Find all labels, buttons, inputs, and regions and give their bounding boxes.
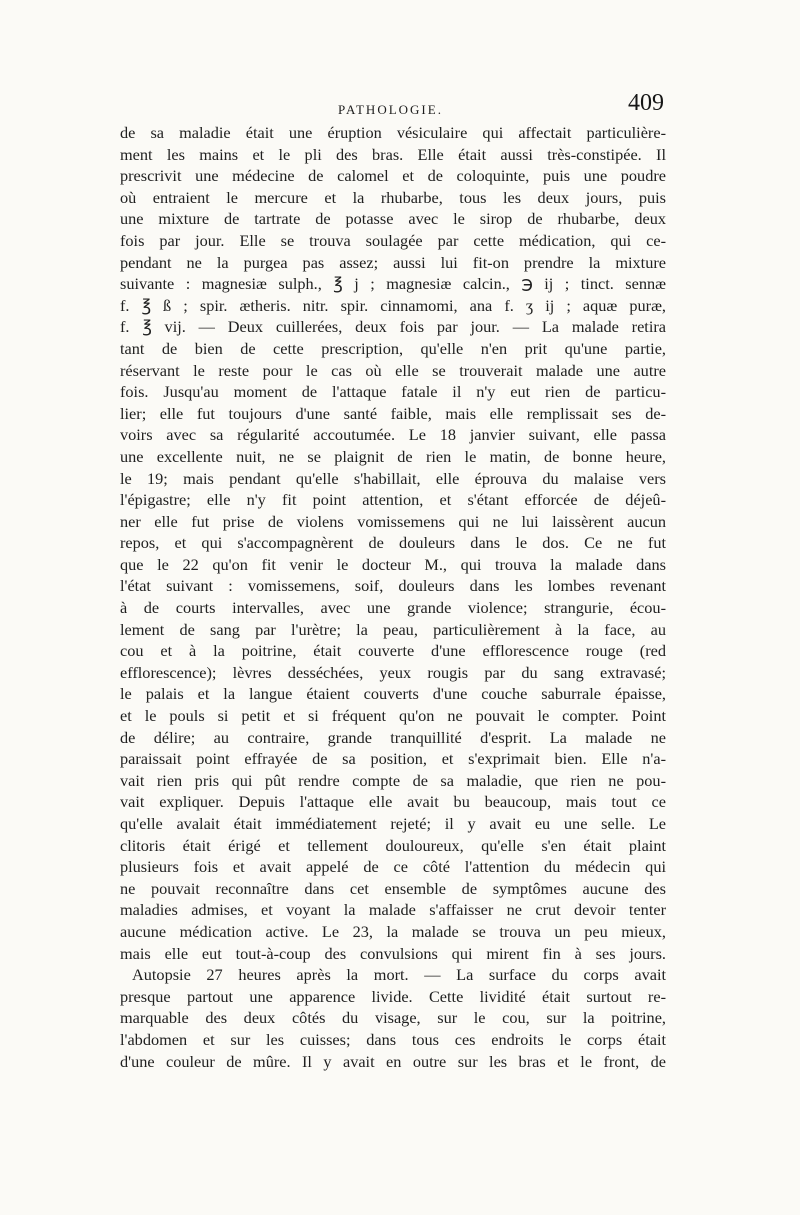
text-line: pendant ne la purgea pas assez; aussi lui fit-on prendre la mixture bbox=[120, 252, 666, 272]
text-line: le 19; mais pendant qu'elle s'habillait, elle éprouva du malaise vers bbox=[120, 468, 666, 488]
text-line: clitoris était érigé et tellement douloureux, qu'elle s'en était plaint bbox=[120, 835, 666, 855]
text-line: que le 22 qu'on fit venir le docteur M., qui trouva la malade dans bbox=[120, 554, 666, 574]
text-line: repos, et qui s'accompagnèrent de douleurs dans le dos. Ce ne fut bbox=[120, 533, 666, 553]
text-line: l'abdomen et sur les cuisses; dans tous ces endroits le corps était bbox=[120, 1029, 666, 1049]
text-line: marquable des deux côtés du visage, sur le cou, sur la poitrine, bbox=[120, 1008, 666, 1028]
text-line: f. ℥ ß ; spir. ætheris. nitr. spir. cinnamomi, ana f. ʒ ij ; aquæ puræ, bbox=[120, 295, 666, 315]
text-line: suivante : magnesiæ sulph., ℥ j ; magnesiæ calcin., ℈ ij ; tinct. sennæ bbox=[120, 274, 666, 294]
text-line: et le pouls si petit et si fréquent qu'on ne pouvait le compter. Point bbox=[120, 706, 666, 726]
text-line: Autopsie 27 heures après la mort. — La surface du corps avait bbox=[132, 965, 666, 985]
text-line: une mixture de tartrate de potasse avec le sirop de rhubarbe, deux bbox=[120, 209, 666, 229]
text-line: de délire; au contraire, grande tranquillité d'esprit. La malade ne bbox=[120, 727, 666, 747]
text-line: vait rien pris qui pût rendre compte de sa maladie, que rien ne pou- bbox=[120, 770, 666, 790]
text-line: le palais et la langue étaient couverts d'une couche saburrale épaisse, bbox=[120, 684, 666, 704]
text-line: maladies admises, et voyant la malade s'affaisser ne crut devoir tenter bbox=[120, 900, 666, 920]
text-line: f. ℥ vij. — Deux cuillerées, deux fois par jour. — La malade retira bbox=[120, 317, 666, 337]
text-line: tant de bien de cette prescription, qu'elle n'en prit qu'une partie, bbox=[120, 338, 666, 358]
page-number: 409 bbox=[628, 90, 664, 116]
text-line: voirs avec sa régularité accoutumée. Le 18 janvier suivant, elle passa bbox=[120, 425, 666, 445]
running-head: PATHOLOGIE. bbox=[338, 102, 443, 117]
text-line: lement de sang par l'urètre; la peau, particulièrement à la face, au bbox=[120, 619, 666, 639]
text-line: ment les mains et le pli des bras. Elle était aussi très-constipée. Il bbox=[120, 144, 666, 164]
text-line: fois par jour. Elle se trouva soulagée par cette médication, qui ce- bbox=[120, 230, 666, 250]
text-line: l'épigastre; elle n'y fit point attention, et s'étant efforcée de déjeû- bbox=[120, 490, 666, 510]
text-line: cou et à la poitrine, était couverte d'une efflorescence rouge (red bbox=[120, 641, 666, 661]
text-line: aucune médication active. Le 23, la malade se trouva un peu mieux, bbox=[120, 921, 666, 941]
text-line: fois. Jusqu'au moment de l'attaque fatale il n'y eut rien de particu- bbox=[120, 382, 666, 402]
text-line: à de courts intervalles, avec une grande violence; strangurie, écou- bbox=[120, 598, 666, 618]
text-line: de sa maladie était une éruption vésiculaire qui affectait particulière- bbox=[120, 123, 666, 142]
body-text bbox=[120, 122, 666, 1072]
text-line: où entraient le mercure et la rhubarbe, tous les deux jours, puis bbox=[120, 187, 666, 207]
text-line: ne pouvait reconnaître dans cet ensemble de symptômes aucune des bbox=[120, 878, 666, 898]
text-line: paraissait point effrayée de sa position, et s'exprimait bien. Elle n'a- bbox=[120, 749, 666, 769]
text-line: lier; elle fut toujours d'une santé faible, mais elle remplissait ses de- bbox=[120, 403, 666, 423]
text-line: ner elle fut prise de violens vomissemens qui ne lui laissèrent aucun bbox=[120, 511, 666, 531]
text-line: presque partout une apparence livide. Cette lividité était surtout re- bbox=[120, 986, 666, 1006]
text-line: prescrivit une médecine de calomel et de coloquinte, puis une poudre bbox=[120, 166, 666, 186]
text-line: vait expliquer. Depuis l'attaque elle avait bu beaucoup, mais tout ce bbox=[120, 792, 666, 812]
text-line: une excellente nuit, ne se plaignit de rien le matin, de bonne heure, bbox=[120, 446, 666, 466]
text-line: efflorescence); lèvres desséchées, yeux rougis par du sang extravasé; bbox=[120, 662, 666, 682]
text-line: l'état suivant : vomissemens, soif, douleurs dans les lombes revenant bbox=[120, 576, 666, 596]
text-line: plusieurs fois et avait appelé de ce côté l'attention du médecin qui bbox=[120, 857, 666, 877]
text-line: mais elle eut tout-à-coup des convulsions qui mirent fin à ses jours. bbox=[120, 943, 666, 963]
text-line: réservant le reste pour le cas où elle se trouverait malade une autre bbox=[120, 360, 666, 380]
text-line: qu'elle avalait était immédiatement rejeté; il y avait eu une selle. Le bbox=[120, 814, 666, 833]
text-line: d'une couleur de mûre. Il y avait en outre sur les bras et le front, de bbox=[120, 1051, 666, 1071]
